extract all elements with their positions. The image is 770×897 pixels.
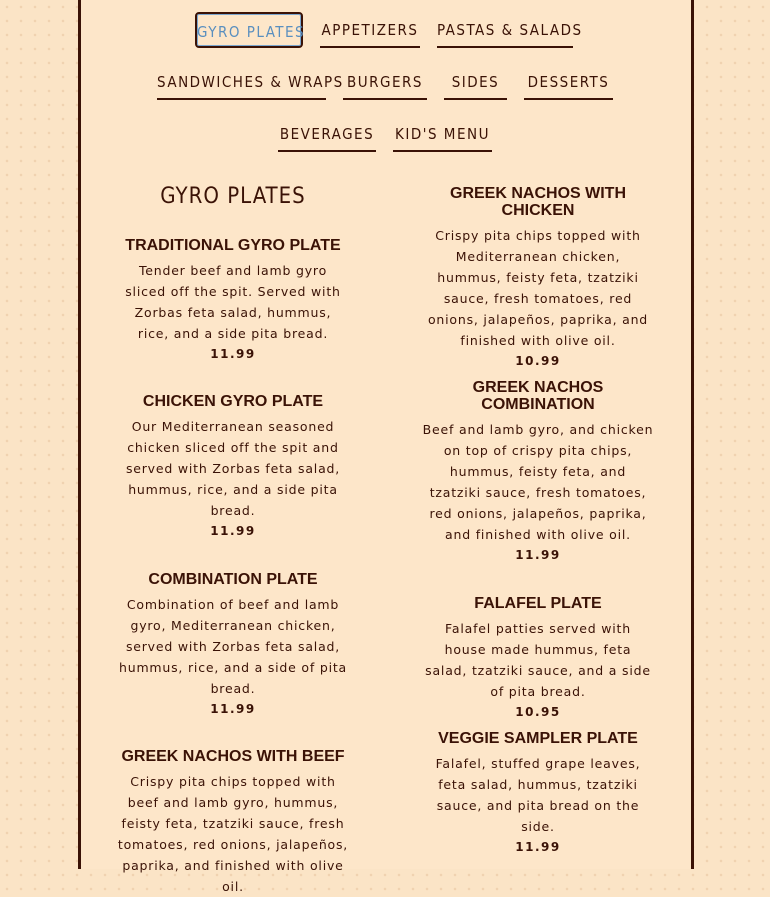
item-price: 11.99 bbox=[210, 347, 256, 361]
section-title: GYRO PLATES bbox=[160, 184, 306, 209]
item-description: Crispy pita chips topped with beef and lamb gyro, hummus, feisty feta, tzatziki sauce, fresh tomatoes, red onions, jalapeños, paprika, and finished with olive oil. bbox=[117, 774, 349, 894]
item-price: 11.99 bbox=[515, 548, 561, 562]
item-name: FALAFEL PLATE bbox=[474, 595, 602, 612]
tab-desserts[interactable]: DESSERTS bbox=[524, 64, 613, 100]
item-name: GREEK NACHOS COMBINATION bbox=[472, 379, 604, 413]
menu-item bbox=[422, 595, 654, 723]
tab-sandwiches-wraps[interactable]: SANDWICHES & WRAPS bbox=[157, 64, 326, 100]
item-description: Our Mediterranean seasoned chicken sliced off the spit and served with Zorbas feta salad, hummus, rice, and a side pita bread. bbox=[125, 419, 341, 518]
item-description: Beef and lamb gyro, and chicken on top of crispy pita chips, hummus, feisty feta, and tzatziki sauce, fresh tomatoes, red onions, jalapeños, paprika, and finished with olive oil. bbox=[422, 422, 654, 542]
item-price: 11.99 bbox=[210, 524, 256, 538]
menu-item bbox=[422, 379, 654, 566]
tab-pastas-salads[interactable]: PASTAS & SALADS bbox=[437, 12, 573, 48]
tab-beverages[interactable]: BEVERAGES bbox=[278, 116, 376, 152]
menu-item bbox=[117, 571, 349, 720]
tab-gyro-plates[interactable]: GYRO PLATES bbox=[195, 12, 303, 48]
tab-appetizers[interactable]: APPETIZERS bbox=[320, 12, 420, 48]
item-description: Falafel, stuffed grape leaves, feta salad, hummus, tzatziki sauce, and pita bread on the side. bbox=[435, 756, 641, 834]
menu-item bbox=[117, 393, 349, 542]
tab-sides[interactable]: SIDES bbox=[444, 64, 507, 100]
item-price: 11.99 bbox=[210, 702, 256, 716]
item-price: 10.95 bbox=[515, 705, 561, 719]
tab-kids-menu[interactable]: KID'S MENU bbox=[393, 116, 492, 152]
item-name: COMBINATION PLATE bbox=[148, 571, 318, 588]
item-name: GREEK NACHOS WITH CHICKEN bbox=[450, 185, 626, 219]
menu-item bbox=[422, 730, 654, 858]
item-name: CHICKEN GYRO PLATE bbox=[142, 393, 324, 410]
item-description: Crispy pita chips topped with Mediterranean chicken, hummus, feisty feta, tzatziki sauce, fresh tomatoes, red onions, jalapeños, paprika, and finished with olive oil. bbox=[427, 228, 649, 348]
item-name: GREEK NACHOS WITH BEEF bbox=[121, 748, 345, 765]
item-description: Falafel patties served with house made hummus, feta salad, tzatziki sauce, and a side of pita bread. bbox=[425, 621, 651, 699]
item-name: TRADITIONAL GYRO PLATE bbox=[125, 237, 341, 254]
item-name: VEGGIE SAMPLER PLATE bbox=[438, 730, 638, 747]
item-price: 10.99 bbox=[515, 354, 561, 368]
item-price: 11.99 bbox=[515, 840, 561, 854]
menu-item bbox=[117, 748, 349, 897]
item-description: Tender beef and lamb gyro sliced off the spit. Served with Zorbas feta salad, hummus, rice, and a side pita bread. bbox=[125, 263, 341, 341]
tab-burgers[interactable]: BURGERS bbox=[343, 64, 427, 100]
menu-item bbox=[422, 185, 654, 372]
menu-item bbox=[117, 237, 349, 365]
item-description: Combination of beef and lamb gyro, Mediterranean chicken, served with Zorbas feta salad, hummus, rice, and a side of pita bread. bbox=[119, 597, 347, 696]
